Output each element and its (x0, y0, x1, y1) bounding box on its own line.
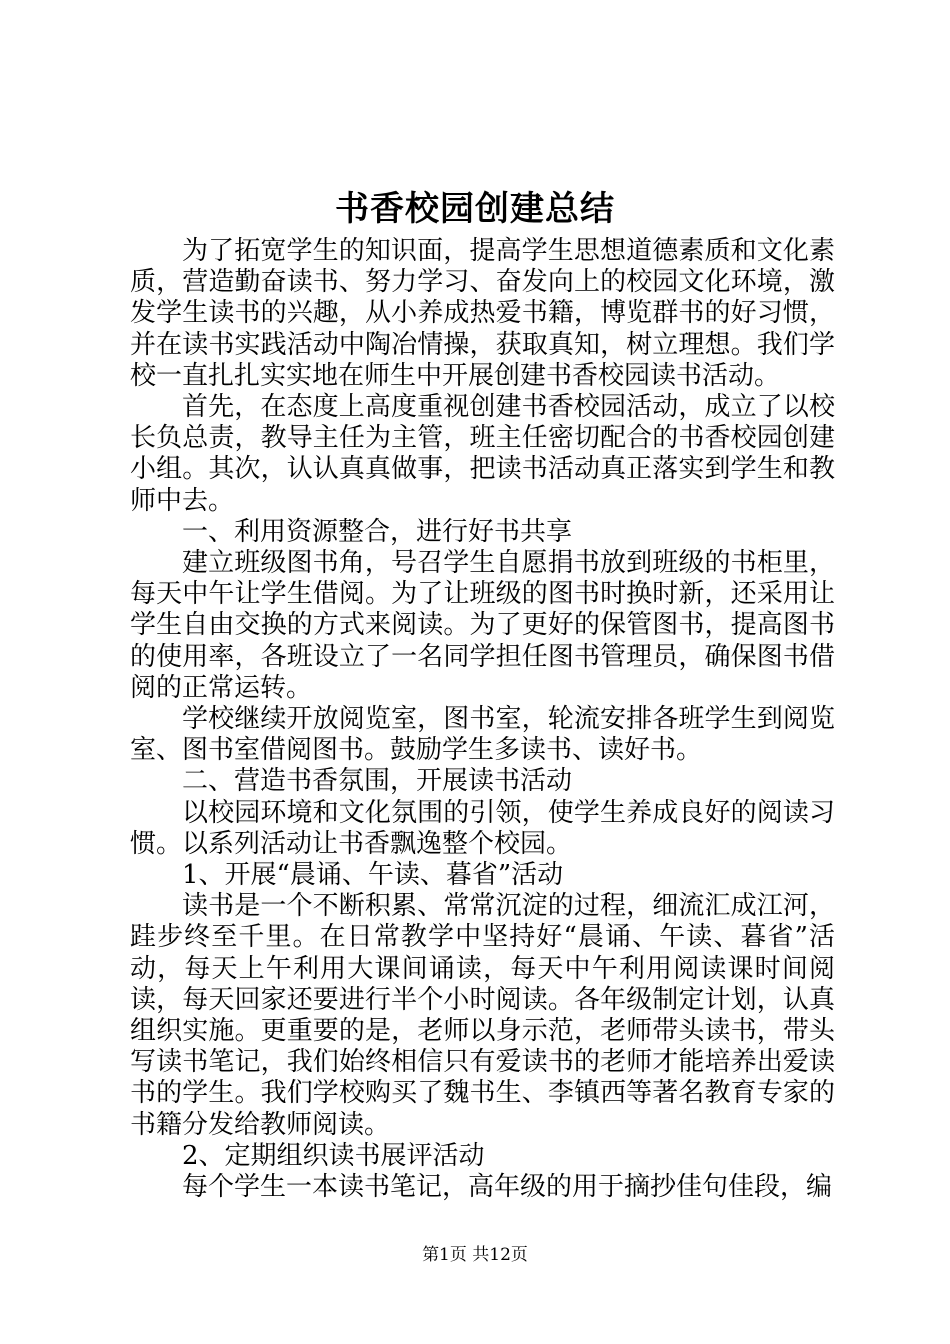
section-heading: 二、营造书香氛围，开展读书活动 (182, 766, 573, 797)
document-title: 书香校园创建总结 (335, 189, 615, 229)
paragraph: 建立班级图书角，号召学生自愿捐书放到班级的书柜里，每天中午让学生借阅。为了让班级的图书时换时新，还采用让学生自由交换的方式来阅读。为了更好的保管图书，提高图书的使用率，各班设立了一名同学担任图书管理员，确保图书借阅的正常运转。 (130, 548, 835, 703)
paragraph: 每个学生一本读书笔记，高年级的用于摘抄佳句佳段，编 (182, 1172, 833, 1203)
document-body (130, 236, 835, 1203)
section-heading: 一、利用资源整合，进行好书共享 (182, 516, 573, 547)
paragraph: 为了拓宽学生的知识面，提高学生思想道德素质和文化素质，营造勤奋读书、努力学习、奋发向上的校园文化环境，激发学生读书的兴趣，从小养成热爱书籍，博览群书的好习惯，并在读书实践活动中陶冶情操，获取真知，树立理想。我们学校一直扎扎实实地在师生中开展创建书香校园读书活动。 (130, 236, 835, 391)
subsection-heading: 2、定期组织读书展评活动 (182, 1140, 485, 1171)
page-number-footer: 第1页 共12页 (422, 1245, 528, 1265)
paragraph: 学校继续开放阅览室，图书室，轮流安排各班学生到阅览室、图书室借阅图书。鼓励学生多读书、读好书。 (130, 704, 835, 766)
paragraph: 首先，在态度上高度重视创建书香校园活动，成立了以校长负总责，教导主任为主管，班主任密切配合的书香校园创建小组。其次，认认真真做事，把读书活动真正落实到学生和教师中去。 (130, 392, 835, 516)
paragraph: 以校园环境和文化氛围的引领，使学生养成良好的阅读习惯。以系列活动让书香飘逸整个校园。 (130, 797, 835, 859)
paragraph: 读书是一个不断积累、常常沉淀的过程，细流汇成江河，跬步终至千里。在日常教学中坚持好“晨诵、午读、暮省”活动，每天上午利用大课间诵读，每天中午利用阅读课时间阅读，每天回家还要进行半个小时阅读。各年级制定计划，认真组织实施。更重要的是，老师以身示范，老师带头读书，带头写读书笔记，我们始终相信只有爱读书的老师才能培养出爱读书的学生。我们学校购买了魏书生、李镇西等著名教育专家的书籍分发给教师阅读。 (130, 891, 835, 1140)
subsection-heading: 1、开展“晨诵、午读、暮省”活动 (182, 860, 564, 891)
